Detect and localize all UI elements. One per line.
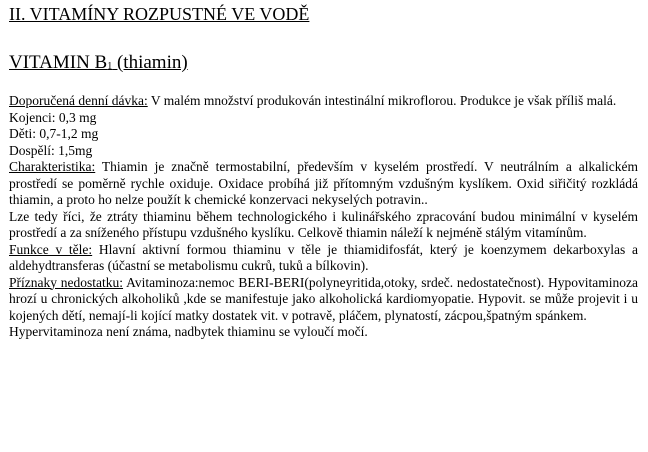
vitamin-heading — [9, 51, 188, 79]
function-paragraph — [9, 242, 638, 275]
document-body — [9, 93, 638, 341]
dose-label: Doporučená denní dávka: — [9, 93, 148, 108]
vitamin-subscript: 1 — [107, 61, 113, 72]
function-label: Funkce v těle: — [9, 241, 93, 257]
dose-paragraph — [9, 93, 638, 110]
function-text: Hlavní aktivní formou thiaminu v těle je thiamidifosfát, který je koenzymem dekarboxylas a aldehydtransferas (účastní se metabolismu cukrů, tuků a bílkovin). — [9, 241, 638, 273]
hypervitaminosis-paragraph: Hypervitaminoza není známa, nadbytek thiaminu se vyloučí močí. — [9, 324, 368, 339]
deficiency-paragraph — [9, 275, 638, 325]
deficiency-label: Příznaky nedostatku: — [9, 274, 124, 290]
section-title: II. VITAMÍNY ROZPUSTNÉ VE VODĚ — [9, 4, 310, 24]
vitamin-name: VITAMIN B — [9, 52, 108, 73]
characteristics-text: Thiamin je značně termostabilní, především v kyselém prostředí. V neutrálním a alkalickém prostředí se poměrně rychle oxiduje. Oxidace probíhá již přítomným vzdušným kyslíkem. Oxid siřičitý rozkládá thiamin, a proto ho nelze použít k chemické konzervaci nekyselých potravin.. — [9, 159, 638, 207]
characteristics-paragraph-2: Lze tedy říci, že ztráty thiaminu během technologického i kulinářského zpracování budou minimální v kyselém prostředí a za sníženého přístupu vzdušného kyslíku. Celkově thiamin náleží k nejméně stálým vitamínům. — [9, 208, 638, 240]
characteristics-label: Charakteristika: — [9, 159, 96, 174]
dose-text: V malém množství produkován intestinální mikroflorou. Produkce je však příliš malá. — [147, 93, 617, 108]
dose-deti: Děti: 0,7-1,2 mg — [9, 126, 99, 141]
vitamin-suffix: (thiamin) — [112, 52, 188, 73]
characteristics-paragraph — [9, 159, 638, 209]
dose-dospeli: Dospělí: 1,5mg — [9, 142, 93, 158]
deficiency-text: Avitaminoza:nemoc BERI-BERI(polyneyritida,otoky, srdeč. nedostatečnost). Hypovitaminoza hrozí u chronických alkoholiků ,kde se manifestuje jako alkoholická kardiomyopatie. Hypovit. se může projevit i u kojených dětí, nemají-li kojící matky dostatek vit. v potravě, pláčem, plynatostí, zácpou,špatným spánkem. — [9, 274, 639, 323]
dose-kojenci: Kojenci: 0,3 mg — [9, 109, 97, 125]
